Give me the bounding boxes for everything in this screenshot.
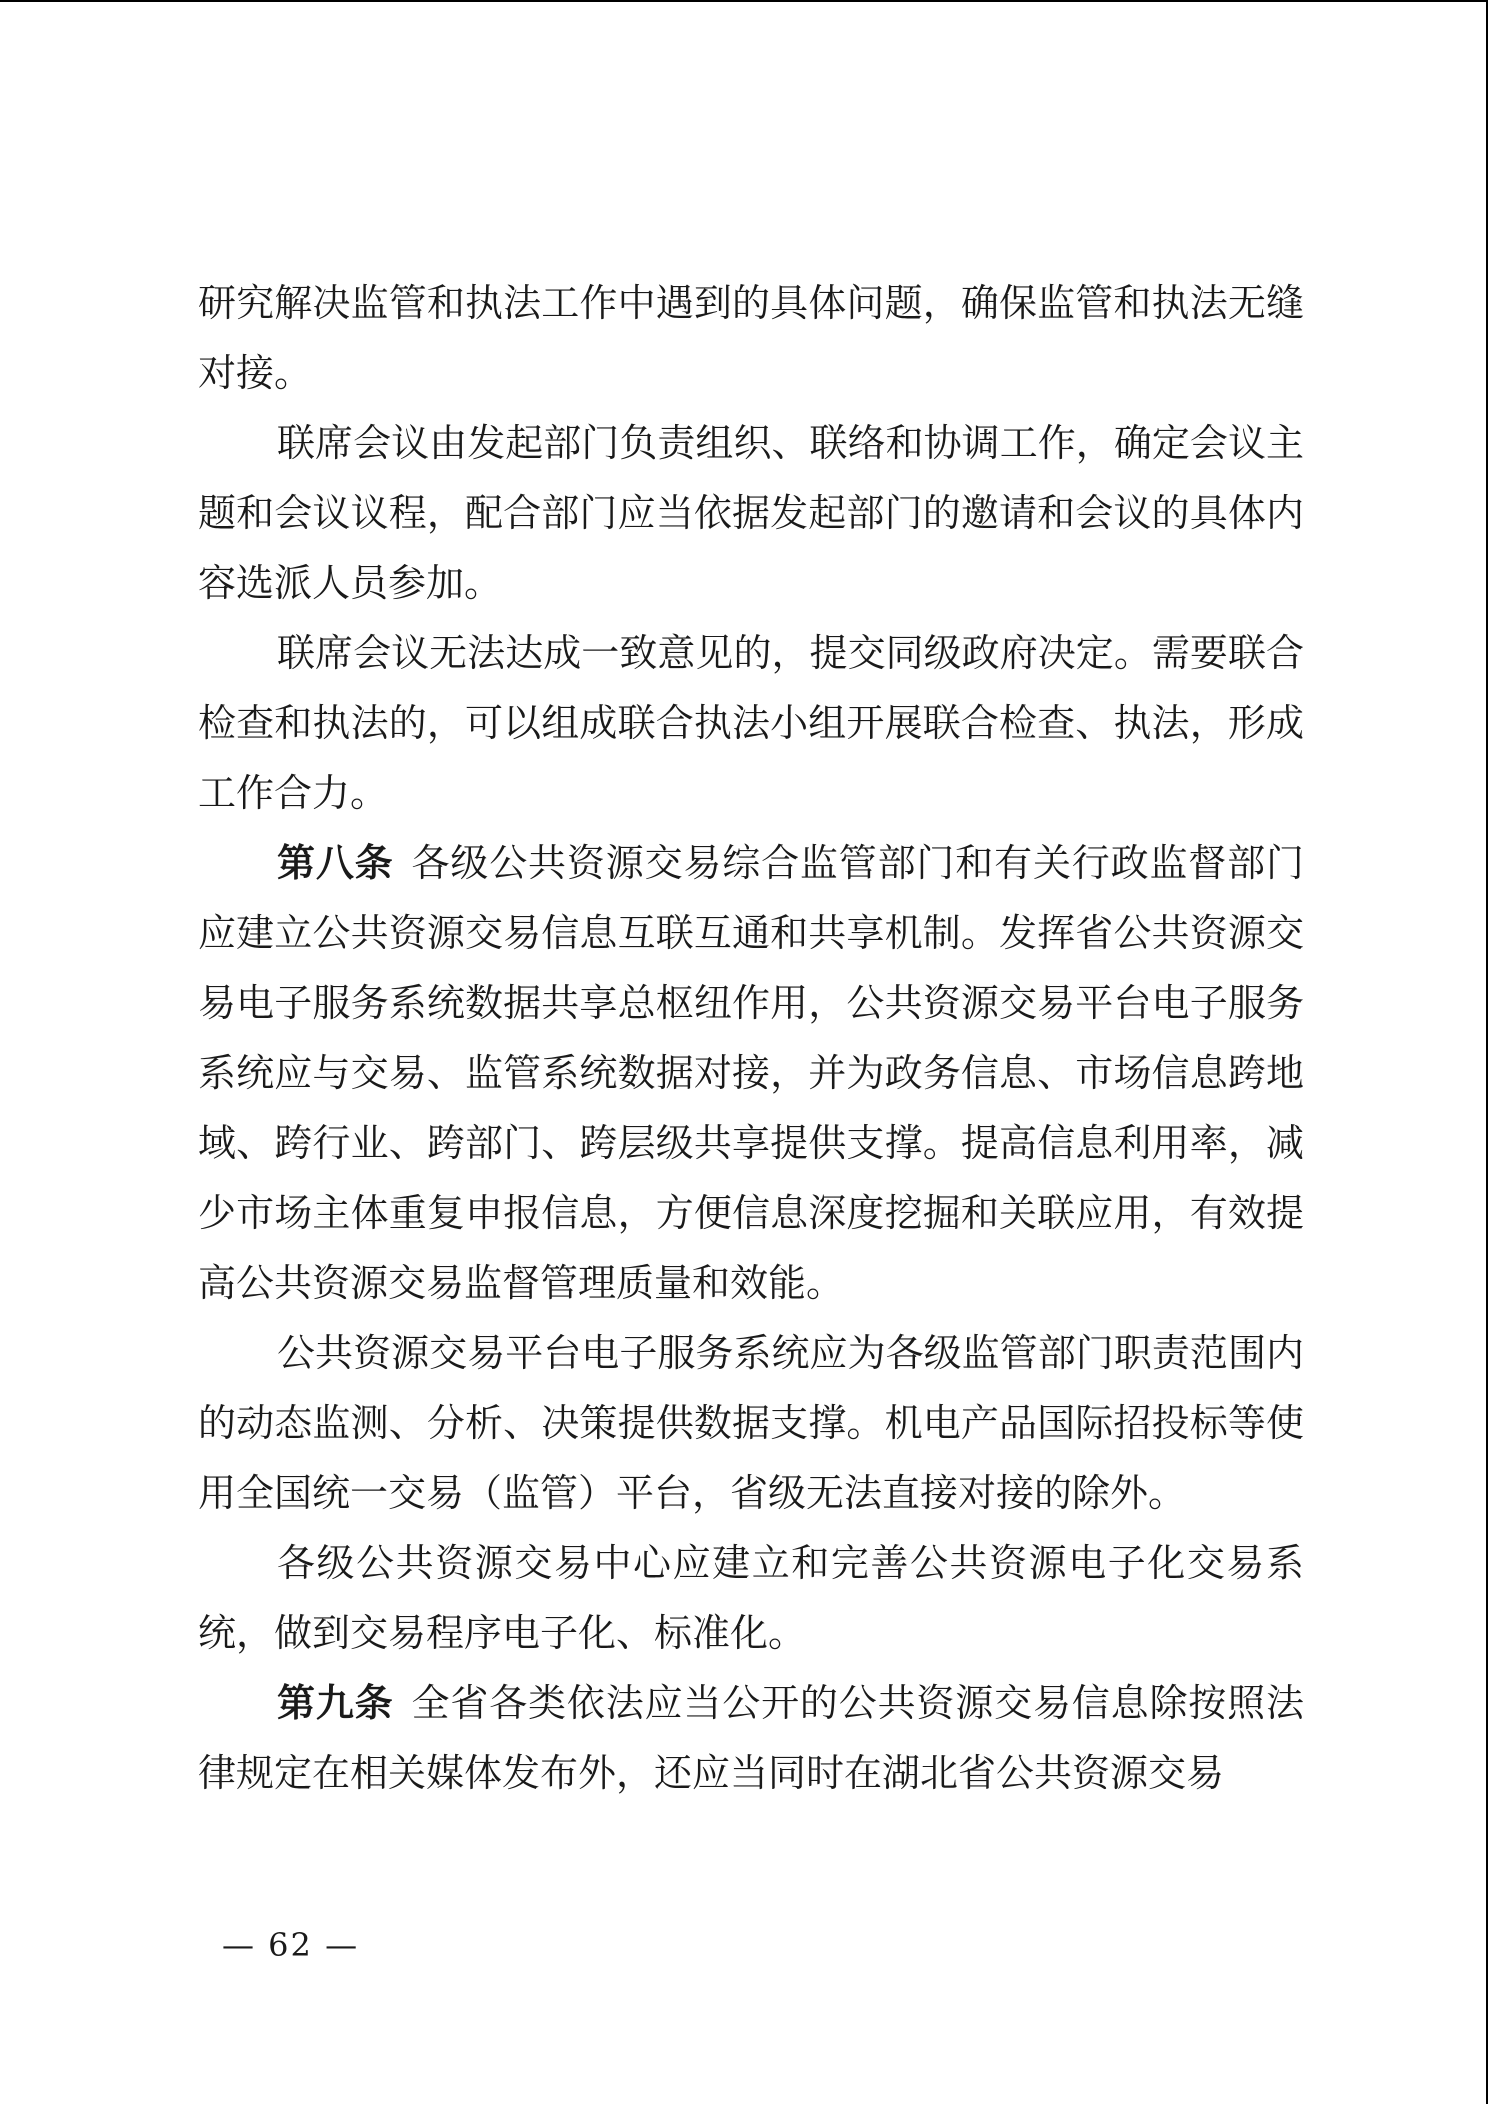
paragraph-text: 各级公共资源交易中心应建立和完善公共资源电子化交易系统，做到交易程序电子化、标准化。 xyxy=(198,1541,1304,1655)
paragraph-text: 全省各类依法应当公开的公共资源交易信息除按照法律规定在相关媒体发布外，还应当同时在湖北省公共资源交易 xyxy=(198,1681,1304,1795)
page-top-border xyxy=(0,0,1488,2)
page-number: — 62 — xyxy=(222,1926,360,1964)
paragraph-joint-meeting-disagreement xyxy=(198,618,1304,828)
article-9-label: 第九条 xyxy=(277,1680,394,1725)
article-8-label: 第八条 xyxy=(277,840,394,885)
paragraph-joint-meeting-organization xyxy=(198,408,1304,618)
document-body xyxy=(198,268,1304,1808)
paragraph-electronic-service-system xyxy=(198,1318,1304,1528)
paragraph-text: 公共资源交易平台电子服务系统应为各级监管部门职责范围内的动态监测、分析、决策提供数据支撑。机电产品国际招投标等使用全国统一交易（监管）平台，省级无法直接对接的除外。 xyxy=(198,1331,1304,1515)
paragraph-text: 研究解决监管和执法工作中遇到的具体问题，确保监管和执法无缝对接。 xyxy=(198,281,1304,395)
paragraph-text: 各级公共资源交易综合监管部门和有关行政监督部门应建立公共资源交易信息互联互通和共享机制。发挥省公共资源交易电子服务系统数据共享总枢纽作用，公共资源交易平台电子服务系统应与交易、监管系统数据对接，并为政务信息、市场信息跨地域、跨行业、跨部门、跨层级共享提供支撑。提高信息利用率，减少市场主体重复申报信息，方便信息深度挖掘和关联应用，有效提高公共资源交易监督管理质量和效能。 xyxy=(198,841,1304,1305)
paragraph-trading-centers xyxy=(198,1528,1304,1668)
paragraph-text: 联席会议由发起部门负责组织、联络和协调工作，确定会议主题和会议议程，配合部门应当依据发起部门的邀请和会议的具体内容选派人员参加。 xyxy=(198,421,1304,605)
paragraph-text: 联席会议无法达成一致意见的，提交同级政府决定。需要联合检查和执法的，可以组成联合执法小组开展联合检查、执法，形成工作合力。 xyxy=(198,631,1304,815)
paragraph-article-9 xyxy=(198,1668,1304,1808)
paragraph-article-8 xyxy=(198,828,1304,1318)
paragraph-continuation xyxy=(198,268,1304,408)
